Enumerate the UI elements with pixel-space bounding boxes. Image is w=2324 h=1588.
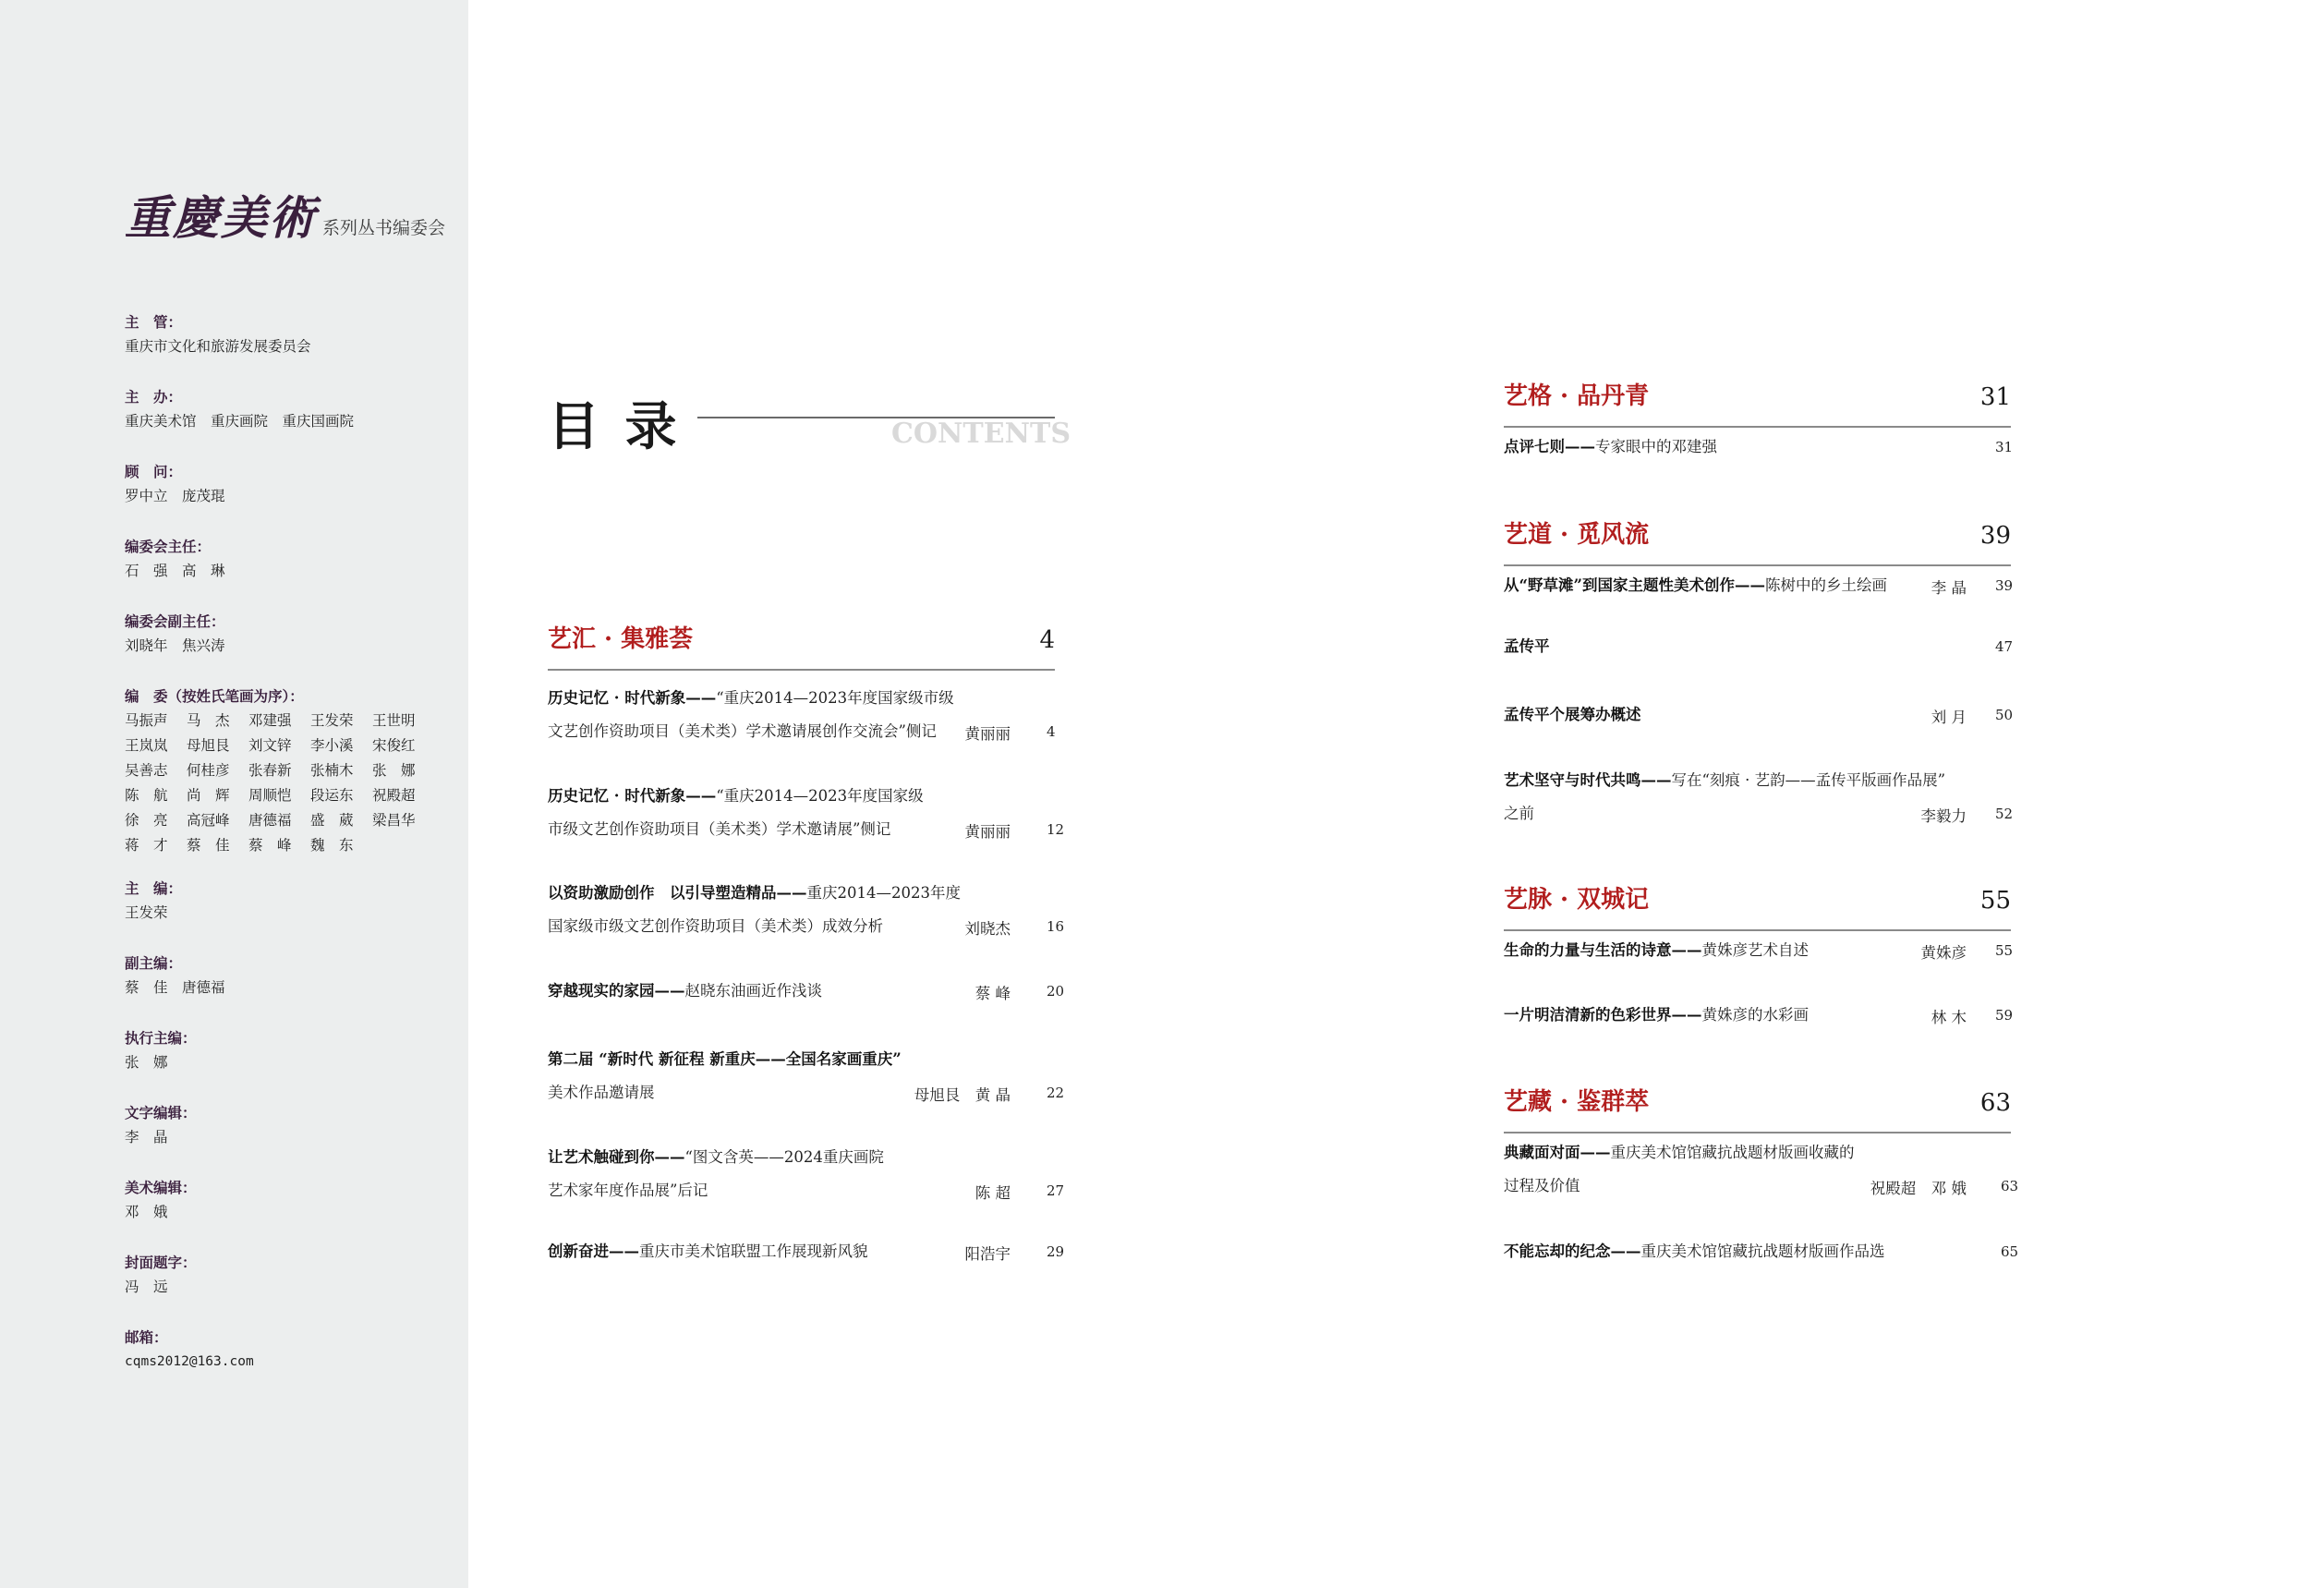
toc-entry-line (548, 780, 1055, 813)
board-member: 祝殿超 (372, 787, 416, 804)
toc-entry-title: 创新奋进—— (548, 1243, 639, 1260)
toc-entry-line (1504, 630, 2014, 663)
toc-entry-subtitle: 黄姝彦的水彩画 (1701, 1006, 1809, 1024)
toc-entry[interactable] (548, 682, 1055, 748)
board-group-label: 文字编辑： (125, 1105, 197, 1121)
toc-section (1504, 885, 2011, 931)
board-group (125, 385, 457, 434)
board-member: 尚 辉 (187, 787, 230, 804)
toc-entry-title: 第二届 “新时代 新征程 新重庆——全国名家画重庆” (548, 1050, 902, 1068)
board-group-value: 重庆美术馆 重庆画院 重庆国画院 (125, 413, 355, 430)
toc-entry-title: 穿越现实的家园—— (548, 982, 685, 1000)
toc-entry-author: 蔡 峰 (974, 985, 1011, 1002)
board-member: 高冠峰 (187, 812, 230, 829)
toc-entry-title: 孟传平个展筹办概述 (1504, 706, 1641, 723)
toc-entry[interactable] (548, 780, 1065, 846)
toc-entry-page: 31 (1995, 439, 2014, 455)
board-member: 陈 航 (125, 787, 168, 804)
board-member: 梁昌华 (372, 812, 416, 829)
toc-entry-page: 55 (1995, 942, 2014, 959)
toc-section (548, 624, 1055, 671)
toc-section-header (548, 624, 1055, 671)
toc-entry-subtitle: 重庆美术馆馆藏抗战题材版画作品选 (1640, 1243, 1885, 1260)
board-member: 蒋 才 (125, 837, 168, 854)
toc-entry-subtitle: 陈树中的乡土绘画 (1764, 576, 1887, 594)
editorial-board-panel (0, 0, 468, 1588)
toc-entry[interactable] (548, 877, 1065, 943)
toc-entry-line (548, 682, 1055, 715)
board-group-value: 张 娜 (125, 1054, 168, 1071)
toc-entry-author: 林 木 (1931, 1009, 1967, 1026)
board-group-label: 副主编： (125, 955, 183, 972)
board-group (125, 610, 457, 659)
board-group-value: 石 强 高 琳 (125, 563, 225, 579)
toc-section-header (1504, 885, 2011, 931)
toc-section (1504, 1087, 2011, 1133)
toc-entry-subtitle: 赵晓东油画近作浅谈 (684, 982, 822, 1000)
board-group-label: 美术编辑： (125, 1180, 197, 1196)
toc-entry[interactable] (1504, 934, 2014, 967)
toc-section-page: 31 (1979, 383, 2011, 411)
board-member: 母旭艮 (187, 737, 230, 754)
toc-entry-subtitle: 专家眼中的邓建强 (1595, 438, 1717, 455)
toc-entry-title: 让艺术触碰到你—— (548, 1148, 685, 1166)
toc-entry-title: 生命的力量与生活的诗意—— (1504, 941, 1702, 959)
toc-entry[interactable] (1504, 999, 2014, 1032)
board-group-value: 邓 娥 (125, 1204, 168, 1220)
toc-entry-author: 阳浩宇 (964, 1245, 1011, 1263)
board-group-value: 重庆市文化和旅游发展委员会 (125, 338, 311, 355)
toc-section-page: 4 (1039, 626, 1055, 654)
board-group (125, 1251, 457, 1300)
toc-entry-page: 12 (1047, 821, 1065, 838)
brand (125, 181, 445, 248)
board-member: 盛 葳 (310, 812, 354, 829)
toc-section-page: 63 (1979, 1089, 2011, 1117)
toc-entry-title: 以资助激励创作 以引导塑造精品—— (548, 884, 807, 902)
toc-entry[interactable] (548, 1235, 1065, 1268)
board-member: 宋俊红 (372, 737, 416, 754)
toc-entry-page: 4 (1047, 723, 1056, 740)
toc-entry-subtitle: 重庆美术馆馆藏抗战题材版画收藏的 (1610, 1144, 1855, 1161)
board-group-label: 顾 问： (125, 464, 183, 480)
toc-entry-page: 22 (1047, 1085, 1065, 1101)
toc-entry-line (1504, 430, 2014, 464)
email-group (125, 1326, 457, 1375)
toc-entry-line (1504, 1136, 2011, 1170)
toc-entry-line2: 之前 (1504, 805, 1534, 822)
toc-entry-author: 陈 超 (974, 1184, 1011, 1202)
toc-entry-line (548, 1043, 1055, 1076)
toc-entry-line (1504, 764, 2011, 797)
toc-entry-title: 典藏面对面—— (1504, 1144, 1611, 1161)
toc-entry-line2: 文艺创作资助项目（美术类）学术邀请展创作交流会”侧记 (548, 722, 937, 740)
toc-entry-subtitle: 黄姝彦艺术自述 (1701, 941, 1809, 959)
board-group-value: 蔡 佳 唐德福 (125, 979, 225, 996)
toc-entry[interactable] (1504, 430, 2014, 464)
toc-entry-page: 63 (2001, 1178, 2019, 1194)
toc-entry[interactable] (1504, 569, 2014, 602)
toc-entry-title: 历史记忆 · 时代新象—— (548, 689, 717, 707)
toc-entry-subtitle: 写在“刻痕 · 艺韵——孟传平版画作品展” (1671, 771, 1946, 789)
toc-entry-author: 李毅力 (1920, 807, 1967, 825)
board-members-grid (125, 709, 457, 858)
toc-entry-page: 59 (1995, 1007, 2014, 1024)
board-group (125, 1101, 457, 1150)
toc-title: 目 录 (548, 396, 681, 457)
toc-section (1504, 382, 2011, 428)
toc-entry-title: 艺术坚守与时代共鸣—— (1504, 771, 1672, 789)
toc-entry-title: 一片明洁清新的色彩世界—— (1504, 1006, 1702, 1024)
toc-entry-author: 黄丽丽 (964, 823, 1011, 841)
toc-entry-title: 从“野草滩”到国家主题性美术创作—— (1504, 576, 1765, 594)
board-member: 何桂彦 (187, 762, 230, 779)
board-group-value: 王发荣 (125, 904, 168, 921)
toc-section-title: 艺汇 · 集雅荟 (548, 625, 694, 653)
board-group-label: 主 编： (125, 880, 183, 897)
toc-entry-page: 16 (1047, 918, 1065, 935)
toc-entry-line (548, 1141, 1055, 1174)
board-group (125, 1026, 457, 1075)
toc-section-page: 39 (1979, 522, 2011, 550)
toc-entry-page: 29 (1047, 1243, 1065, 1260)
board-group-value: 李 晶 (125, 1129, 168, 1146)
toc-entry-title: 孟传平 (1504, 637, 1550, 655)
board-member: 王岚岚 (125, 737, 168, 754)
toc-entry-author: 母旭艮 黄 晶 (914, 1086, 1011, 1104)
toc-entry-title: 点评七则—— (1504, 438, 1595, 455)
email-label: 邮箱： (125, 1329, 168, 1346)
toc-entry-line2: 艺术家年度作品展”后记 (548, 1182, 708, 1199)
board-group (125, 310, 457, 359)
board-member: 蔡 峰 (248, 837, 292, 854)
toc-entry-title: 历史记忆 · 时代新象—— (548, 787, 717, 805)
toc-entry[interactable] (548, 1141, 1065, 1207)
toc-entry[interactable] (548, 975, 1065, 1008)
toc-subtitle: CONTENTS (891, 418, 1071, 450)
board-group-value: 冯 远 (125, 1279, 168, 1295)
toc-entry[interactable] (548, 1043, 1065, 1109)
toc-entry-page: 47 (1995, 638, 2014, 655)
board-group-label: 编委会主任： (125, 539, 212, 555)
toc-entry-author: 黄丽丽 (964, 725, 1011, 743)
board-groups (125, 310, 457, 1400)
toc-entry-page: 39 (1995, 577, 2014, 594)
board-member: 徐 亮 (125, 812, 168, 829)
toc-entry-subtitle: “重庆2014—2023年度国家级市级 (716, 689, 954, 707)
board-members-group (125, 685, 457, 858)
toc-section (1504, 520, 2011, 566)
toc-entry-line2: 过程及价值 (1504, 1177, 1580, 1194)
board-member: 张楠木 (310, 762, 354, 779)
board-member: 段运东 (310, 787, 354, 804)
board-member: 唐德福 (248, 812, 292, 829)
board-group (125, 1176, 457, 1225)
board-group (125, 460, 457, 509)
toc-section-page: 55 (1979, 887, 2011, 915)
toc-entry-subtitle: “图文含英——2024重庆画院 (684, 1148, 884, 1166)
toc-entry-page: 20 (1047, 983, 1065, 1000)
board-member: 刘文锌 (248, 737, 292, 754)
board-group-label: 编委会副主任： (125, 613, 225, 630)
board-group-label: 封面题字： (125, 1255, 197, 1271)
board-member: 李小溪 (310, 737, 354, 754)
toc-section-title: 艺格 · 品丹青 (1504, 382, 1650, 410)
board-group (125, 952, 457, 1000)
toc-entry-page: 52 (1995, 806, 2014, 822)
toc-entry[interactable] (1504, 1136, 2019, 1203)
brand-logo: 重慶美術 (125, 190, 317, 245)
board-group (125, 877, 457, 926)
toc-entry-subtitle: 重庆市美术馆联盟工作展现新风貌 (639, 1243, 868, 1260)
board-group-value: 刘晓年 焦兴涛 (125, 637, 225, 654)
board-group (125, 535, 457, 584)
toc-entry-author: 刘 月 (1931, 709, 1967, 726)
toc-section-title: 艺脉 · 双城记 (1504, 886, 1650, 914)
board-group-label: 主 管： (125, 314, 183, 331)
toc-entry-line (1504, 1235, 2011, 1268)
toc-entry[interactable] (1504, 1235, 2019, 1268)
board-group-value: 罗中立 庞茂琨 (125, 488, 225, 504)
toc-entry-page: 65 (2001, 1243, 2019, 1260)
board-member: 邓建强 (248, 712, 292, 729)
toc-entry-line (548, 877, 1055, 910)
board-member: 吴善志 (125, 762, 168, 779)
toc-section-title: 艺道 · 觅风流 (1504, 521, 1650, 549)
toc-entry[interactable] (1504, 698, 2014, 732)
board-group-label: 执行主编： (125, 1030, 197, 1047)
board-member: 魏 东 (310, 837, 354, 854)
toc-entry-author: 刘晓杰 (964, 920, 1011, 938)
email-value: cqms2012@163.com (125, 1354, 254, 1369)
board-members-label: 编 委（按姓氏笔画为序）： (125, 688, 304, 705)
toc-section-header (1504, 1087, 2011, 1133)
toc-entry[interactable] (1504, 630, 2014, 663)
toc-entry-author: 黄姝彦 (1920, 944, 1967, 962)
board-member: 周顺恺 (248, 787, 292, 804)
toc-entry-author: 祝殿超 邓 娥 (1870, 1180, 1967, 1197)
toc-section-title: 艺藏 · 鉴群萃 (1504, 1088, 1650, 1116)
toc-entry-line2: 美术作品邀请展 (548, 1084, 655, 1101)
toc-entry[interactable] (1504, 764, 2014, 830)
board-member: 蔡 佳 (187, 837, 230, 854)
toc-entry-line2: 市级文艺创作资助项目（美术类）学术邀请展”侧记 (548, 820, 891, 838)
toc-entry-page: 50 (1995, 707, 2014, 723)
board-member: 张 娜 (372, 762, 416, 779)
toc-entry-subtitle: 重庆2014—2023年度 (806, 884, 961, 902)
board-member: 王发荣 (310, 712, 354, 729)
board-group-label: 主 办： (125, 389, 183, 406)
toc-entry-subtitle: “重庆2014—2023年度国家级 (716, 787, 924, 805)
toc-entry-title: 不能忘却的纪念—— (1504, 1243, 1641, 1260)
toc-entry-author: 李 晶 (1931, 579, 1967, 597)
board-member: 张春新 (248, 762, 292, 779)
brand-subtitle: 系列丛书编委会 (322, 218, 446, 238)
toc-section-header (1504, 382, 2011, 428)
toc-entry-line2: 国家级市级文艺创作资助项目（美术类）成效分析 (548, 917, 883, 935)
board-member: 马 杰 (187, 712, 230, 729)
board-member: 王世明 (372, 712, 416, 729)
toc-entry-page: 27 (1047, 1182, 1065, 1199)
board-member: 马振声 (125, 712, 168, 729)
toc-section-header (1504, 520, 2011, 566)
